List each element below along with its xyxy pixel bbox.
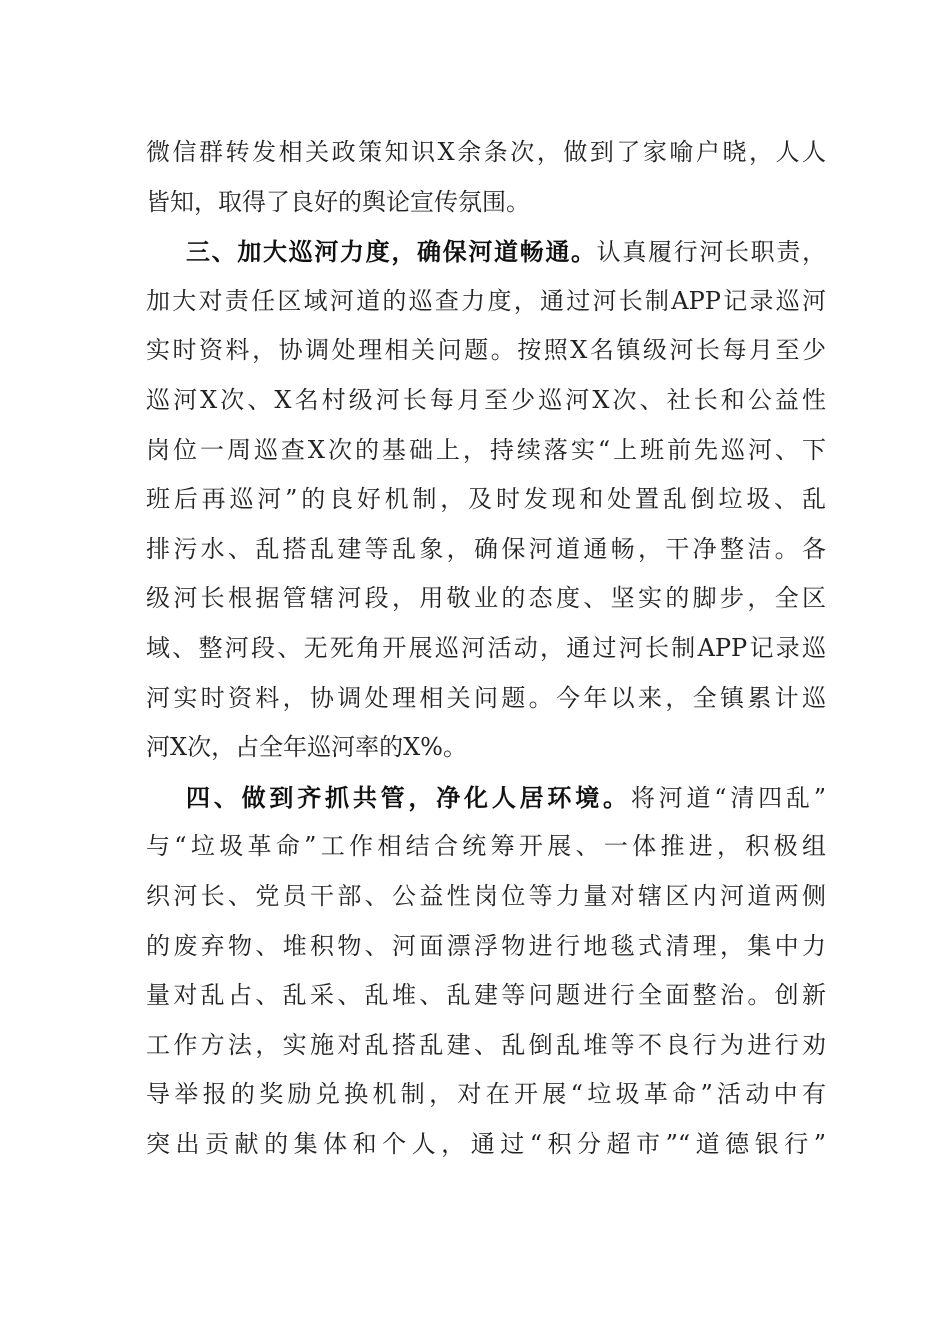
section-3-heading: 三、加大巡河力度，确保河道畅通。: [186, 237, 597, 267]
paragraph-line: 河X次，占全年巡河率的X%。: [146, 733, 467, 762]
paragraph-line: 的废弃物、堆积物、河面漂浮物进行地毯式清理，集中力: [146, 931, 826, 960]
paragraph-line: 级河长根据管辖河段，用敬业的态度、坚实的脚步，全区: [146, 584, 826, 613]
section-3-first-line-text: 认真履行河长职责，: [596, 238, 827, 267]
paragraph-line: 突出贡献的集体和个人，通过“积分超市”“道德银行”: [146, 1129, 826, 1158]
section-3-first-line: [146, 227, 826, 277]
paragraph-line: 河实时资料，协调处理相关问题。今年以来，全镇累计巡: [146, 683, 826, 712]
document-body: [146, 128, 826, 1169]
paragraph-line: 微信群转发相关政策知识X余条次，做到了家喻户晓，人人: [146, 138, 826, 166]
paragraph-line: 巡河X次、X名村级河长每月至少巡河X次、社长和公益性: [146, 385, 826, 414]
paragraph-line: 工作方法，实施对乱搭乱建、乱倒乱堆等不良行为进行劝: [146, 1030, 826, 1059]
section-4-first-line-text: 将河道“清四乱”: [630, 783, 826, 812]
paragraph-line: 加大对责任区域河道的巡查力度，通过河长制APP记录巡河: [146, 286, 826, 315]
section-4-heading: 四、做到齐抓共管，净化人居环境。: [186, 782, 631, 812]
paragraph-line: 岗位一周巡查X次的基础上，持续落实“上班前先巡河、下: [146, 435, 826, 464]
section-4-first-line: [146, 773, 826, 823]
paragraph-line: 量对乱占、乱采、乱堆、乱建等问题进行全面整治。创新: [146, 981, 826, 1010]
paragraph-line: 织河长、党员干部、公益性岗位等力量对辖区内河道两侧: [146, 881, 826, 910]
paragraph-line: 实时资料，协调处理相关问题。按照X名镇级河长每月至少: [146, 336, 826, 365]
paragraph-line: 班后再巡河”的良好机制，及时发现和处置乱倒垃圾、乱: [146, 485, 826, 514]
paragraph-line: 域、整河段、无死角开展巡河活动，通过河长制APP记录巡: [146, 633, 826, 662]
paragraph-line: 与“垃圾革命”工作相结合统筹开展、一体推进，积极组: [146, 832, 826, 861]
paragraph-line: 排污水、乱搭乱建等乱象，确保河道通畅，干净整洁。各: [146, 534, 826, 563]
paragraph-line: 皆知，取得了良好的舆论宣传氛围。: [146, 187, 530, 216]
paragraph-line: 导举报的奖励兑换机制，对在开展“垃圾革命”活动中有: [146, 1080, 826, 1109]
